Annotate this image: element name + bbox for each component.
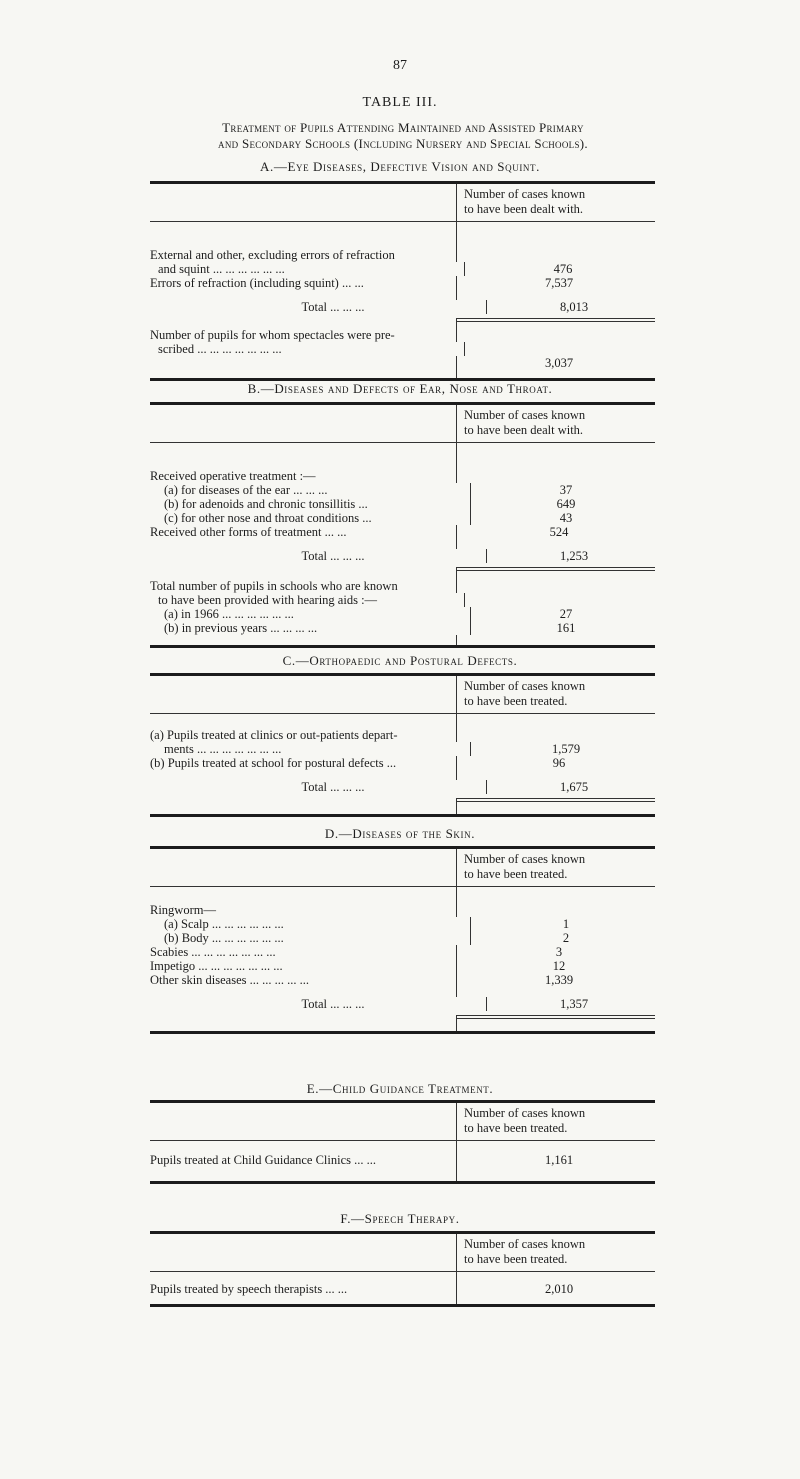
- section-b-table: [150, 402, 655, 648]
- total-row: Total ... ... ... 1,253: [150, 549, 655, 563]
- table-row: External and other, excluding errors of refraction: [150, 248, 655, 262]
- table-row: Received operative treatment :—: [150, 469, 655, 483]
- table-row: (b) Pupils treated at school for postural defects ... 96: [150, 756, 655, 770]
- section-d-table: [150, 846, 655, 1034]
- table-row: Pupils treated by speech therapists ... ... 2,010: [150, 1282, 655, 1296]
- section-a-table: [150, 181, 655, 381]
- column-header-line-2: to have been dealt with.: [464, 202, 584, 216]
- table-row: Errors of refraction (including squint) ... ... 7,537: [150, 276, 655, 290]
- table-row: (b) for adenoids and chronic tonsillitis ... 649: [150, 497, 655, 511]
- column-header-line-2: to have been dealt with.: [464, 423, 584, 437]
- table-row: Number of pupils for whom spectacles were pre-: [150, 328, 655, 342]
- table-row: Total number of pupils in schools who are known: [150, 579, 655, 593]
- table-row: ments ... ... ... ... ... ... ... 1,579: [150, 742, 655, 756]
- main-heading-line-1: Treatment of Pupils Attending Maintained and Assisted Primary: [222, 120, 584, 135]
- section-e-table: [150, 1100, 655, 1184]
- page-number: 87: [393, 58, 407, 73]
- section-f-table: [150, 1231, 655, 1307]
- column-header-line-1: Number of cases known: [464, 408, 586, 422]
- section-a-title: A.—Eye Diseases, Defective Vision and Squint.: [260, 159, 540, 174]
- table-header: [150, 184, 655, 221]
- table-row: Ringworm—: [150, 903, 655, 917]
- table-row: (b) Body ... ... ... ... ... ... 2: [150, 931, 655, 945]
- table-row: and squint ... ... ... ... ... ... 476: [150, 262, 655, 276]
- column-header-line-1: Number of cases known: [464, 1237, 586, 1251]
- column-header-line-1: Number of cases known: [464, 852, 586, 866]
- table-row: 3,037: [150, 356, 655, 370]
- column-header-line-1: Number of cases known: [464, 187, 586, 201]
- table-title: TABLE III.: [362, 95, 438, 110]
- table-row: scribed ... ... ... ... ... ... ...: [150, 342, 655, 356]
- section-c-table: [150, 673, 655, 817]
- main-heading: [118, 120, 688, 152]
- table-row: Received other forms of treatment ... ... 524: [150, 525, 655, 539]
- column-header-line-1: Number of cases known: [464, 679, 586, 693]
- table-row: to have been provided with hearing aids :—: [150, 593, 655, 607]
- main-heading-line-2: and Secondary Schools (Including Nursery and Special Schools).: [218, 136, 588, 151]
- table-row: (a) for diseases of the ear ... ... ... 37: [150, 483, 655, 497]
- column-header-line-2: to have been treated.: [464, 694, 568, 708]
- table-row: (b) in previous years ... ... ... ... 161: [150, 621, 655, 635]
- section-c-title: C.—Orthopaedic and Postural Defects.: [282, 653, 518, 668]
- column-header-line-2: to have been treated.: [464, 867, 568, 881]
- table-row: (a) Scalp ... ... ... ... ... ... 1: [150, 917, 655, 931]
- table-row: Other skin diseases ... ... ... ... ... 1,339: [150, 973, 655, 987]
- section-e-title: E.—Child Guidance Treatment.: [306, 1081, 494, 1096]
- section-d-title: D.—Diseases of the Skin.: [324, 826, 476, 841]
- total-row: Total ... ... ... 8,013: [150, 300, 655, 314]
- table-row: Impetigo ... ... ... ... ... ... ... 12: [150, 959, 655, 973]
- column-header-line-1: Number of cases known: [464, 1106, 586, 1120]
- total-row: Total ... ... ... 1,357: [150, 997, 655, 1011]
- section-f-title: F.—Speech Therapy.: [340, 1211, 460, 1226]
- column-header-line-2: to have been treated.: [464, 1121, 568, 1135]
- section-b-title: B.—Diseases and Defects of Ear, Nose and Throat.: [247, 381, 553, 396]
- table-row: (c) for other nose and throat conditions ... 43: [150, 511, 655, 525]
- table-row: (a) in 1966 ... ... ... ... ... ... 27: [150, 607, 655, 621]
- total-row: Total ... ... ... 1,675: [150, 780, 655, 794]
- table-row: Pupils treated at Child Guidance Clinics ... ... 1,161: [150, 1153, 655, 1167]
- table-row: Scabies ... ... ... ... ... ... ... 3: [150, 945, 655, 959]
- column-header-line-2: to have been treated.: [464, 1252, 568, 1266]
- table-row: (a) Pupils treated at clinics or out-patients depart-: [150, 728, 655, 742]
